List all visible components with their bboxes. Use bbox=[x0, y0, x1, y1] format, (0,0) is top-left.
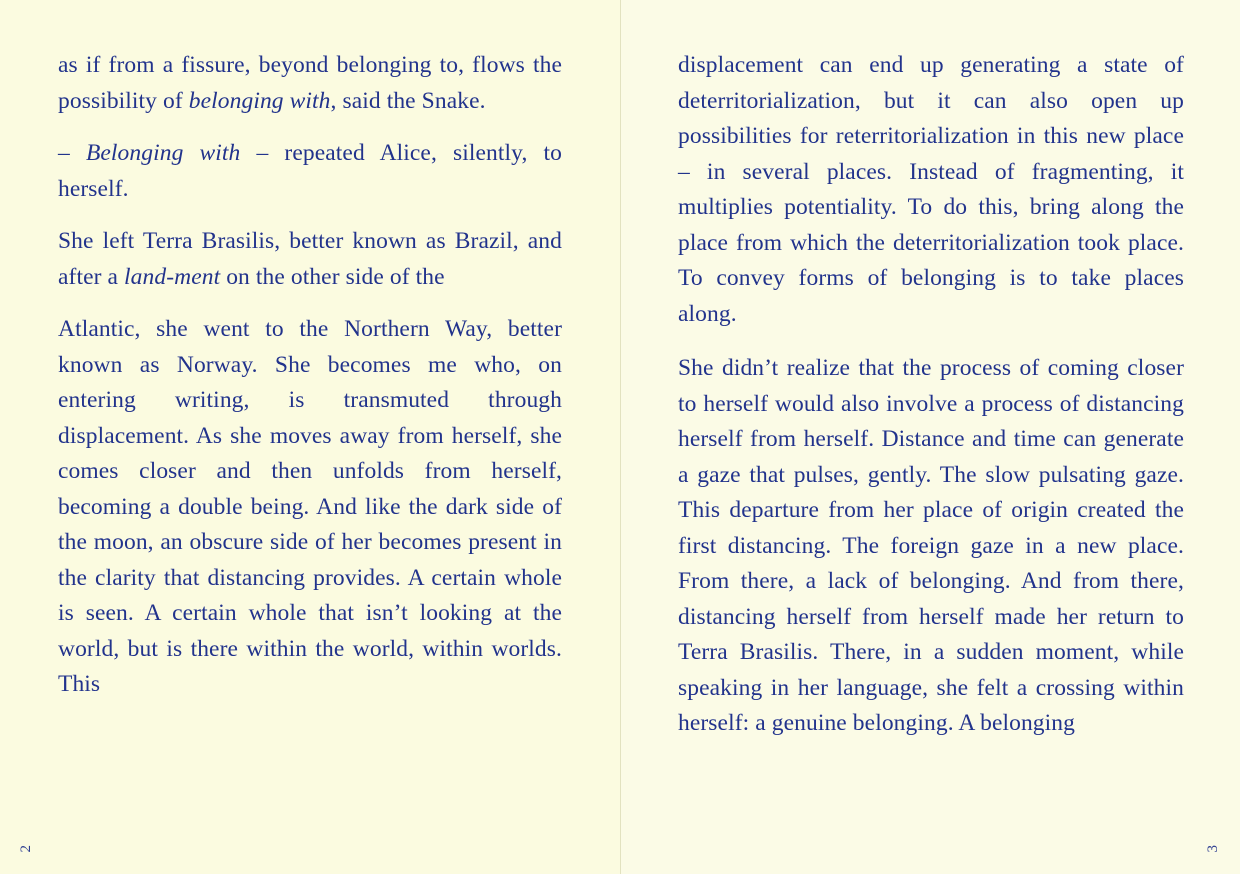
spread-gutter bbox=[620, 0, 621, 874]
paragraph: She left Terra Brasilis, better known as Brazil, and after a land-ment on the other side of the bbox=[58, 228, 562, 290]
paragraph: as if from a fissure, beyond belonging to, flows the possibility of belonging with, said the Snake. bbox=[58, 52, 562, 114]
emphasized-text: land-ment bbox=[124, 263, 221, 290]
left-page-text-column bbox=[58, 48, 562, 703]
right-page bbox=[620, 0, 1240, 874]
emphasized-text: Belonging with bbox=[85, 140, 241, 166]
paragraph: displacement can end up generating a state of deterritorialization, but it can also open up possibilities for reterritorialization in this new place – in several places. Instead of fragmenting, it multiplies potentiality. To do this, bring along the place from which the deterritorialization took place. To convey forms of belonging is to take places along. bbox=[678, 52, 1184, 327]
paragraph: She didn’t realize that the process of coming closer to herself would also involve a process of distancing herself from herself. Distance and time can generate a gaze that pulses, gently. The slow pulsating gaze. This departure from her place of origin created the first distancing. The foreign gaze in a new place. From there, a lack of belonging. And from there, distancing herself from herself made her return to Terra Brasilis. There, in a sudden moment, while speaking in her language, she felt a crossing within herself: a genuine belonging. A belonging bbox=[678, 355, 1184, 736]
emphasized-text: belonging with bbox=[188, 87, 331, 114]
page-number-left: 2 bbox=[18, 844, 34, 852]
paragraph: Atlantic, she went to the Northern Way, better known as Norway. She becomes me who, on entering writing, is transmuted through displacement. As she moves away from herself, she comes closer and then unfolds from herself, becoming a double being. And like the dark side of the moon, an obscure side of her becomes present in the clarity that distancing provides. A certain whole is seen. A certain whole that isn’t looking at the world, but is there within the world, within worlds. This bbox=[58, 316, 562, 697]
paragraph: – Belonging with – repeated Alice, silently, to herself. bbox=[58, 140, 563, 202]
page-number-right: 3 bbox=[1205, 844, 1221, 852]
right-page-text-column bbox=[678, 48, 1184, 742]
